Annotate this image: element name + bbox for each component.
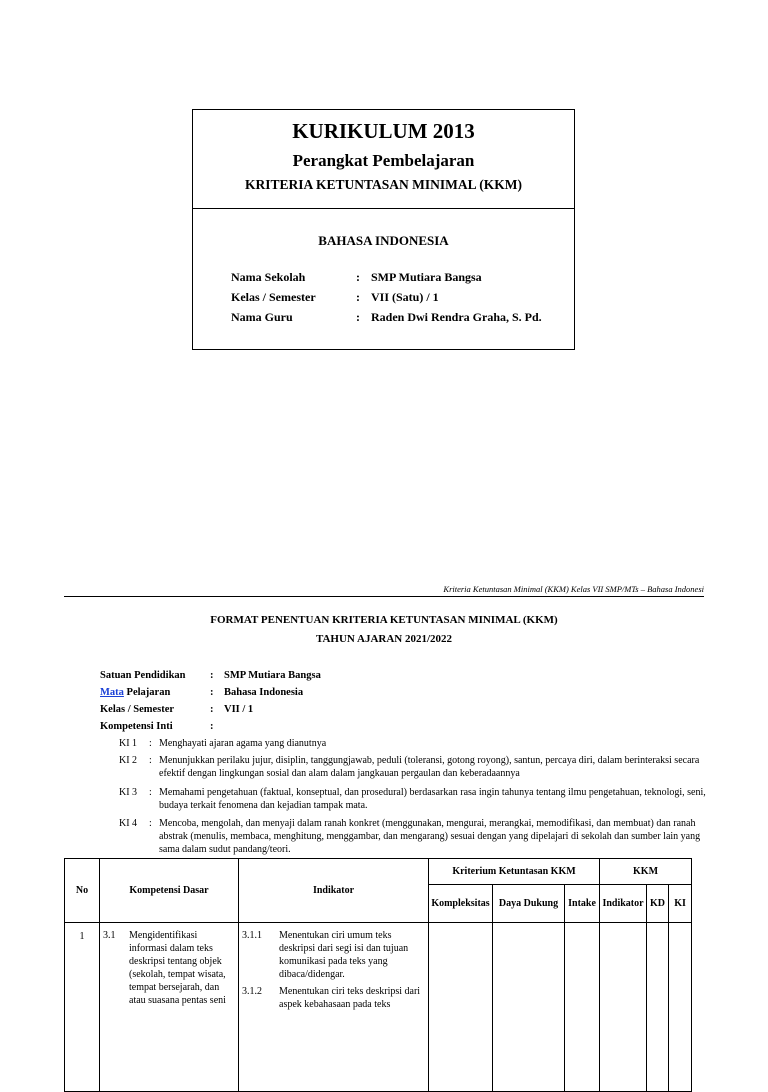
cover-info (231, 267, 574, 327)
header-intake: Intake (565, 885, 600, 923)
mata-link[interactable]: Mata (100, 687, 124, 698)
header-kd: Kompetensi Dasar (100, 859, 239, 923)
header-no: No (65, 859, 100, 923)
ki-sep: : (149, 787, 152, 798)
header-indikator: Indikator (239, 859, 429, 923)
ki-code: KI 4 (119, 818, 138, 829)
cover-info-sep: : (356, 270, 360, 284)
cover-box (192, 109, 575, 350)
header-daya-dukung: Daya Dukung (493, 885, 565, 923)
table-row (65, 923, 692, 1092)
cover-info-sep: : (356, 290, 360, 304)
identity-label: Kompetensi Inti (100, 721, 173, 732)
ki-item (119, 754, 709, 780)
identity-value: SMP Mutiara Bangsa (224, 670, 321, 681)
cell-kkm-indikator (600, 923, 647, 1092)
ki-item (119, 817, 709, 856)
identity-sep: : (210, 670, 214, 681)
identity-label (100, 684, 210, 701)
indicator-item (242, 985, 425, 1011)
ki-item (119, 786, 709, 812)
cover-info-value: VII (Satu) / 1 (371, 290, 439, 304)
table-header-row (65, 859, 692, 885)
kd-text: Mengidentifikasi informasi dalam teks deskripsi tentang objek (sekolah, tempat wisata, tempat bersejarah, dan atau suasana pentas seni (129, 930, 226, 1006)
identity-block (100, 667, 321, 735)
cover-info-label: Kelas / Semester (231, 290, 316, 304)
identity-label-rest: Pelajaran (123, 687, 171, 698)
ki-text: Menunjukkan perilaku jujur, disiplin, tanggungjawab, peduli (toleransi, gotong royong), santun, percaya diri, dalam berinteraksi secara efektif dengan lingkungan sosial dan alam dalam jangkauan pergaulan dan keberadaannya (159, 755, 700, 779)
identity-label: Satuan Pendidikan (100, 670, 186, 681)
ki-text: Menghayati ajaran agama yang dianutnya (159, 738, 327, 749)
cover-subtitle: Perangkat Pembelajaran (292, 151, 475, 170)
cover-info-label: Nama Guru (231, 310, 293, 324)
cover-info-teacher (231, 307, 574, 327)
header-kkm-indikator: Indikator (600, 885, 647, 923)
header-kkm-ki: KI (669, 885, 692, 923)
ki-sep: : (149, 738, 152, 749)
kd-number: 3.1 (103, 930, 116, 941)
cover-info-value: SMP Mutiara Bangsa (371, 270, 482, 284)
kd-item (103, 929, 235, 1007)
doc-year: TAHUN AJARAN 2021/2022 (315, 633, 453, 645)
cover-header (193, 110, 574, 209)
header-kkm: KKM (600, 859, 692, 885)
identity-mapel (100, 684, 321, 701)
ki-code: KI 1 (119, 738, 138, 749)
cell-intake (565, 923, 600, 1092)
header-kkm-kd: KD (647, 885, 669, 923)
cell-kompleksitas (429, 923, 493, 1092)
row-kd (100, 923, 239, 1092)
cover-info-sep: : (356, 310, 360, 324)
cover-info-label: Nama Sekolah (231, 270, 306, 284)
identity-value: VII / 1 (224, 704, 254, 715)
doc-title: FORMAT PENENTUAN KRITERIA KETUNTASAN MINIMAL (KKM) (210, 614, 558, 626)
ki-code: KI 2 (119, 755, 138, 766)
cell-kkm-kd (647, 923, 669, 1092)
identity-sep: : (210, 687, 214, 698)
indicator-item (242, 929, 425, 981)
identity-sep: : (210, 721, 214, 732)
cell-kkm-ki (669, 923, 692, 1092)
ki-sep: : (149, 755, 152, 766)
identity-satuan (100, 667, 321, 684)
indicator-number: 3.1.2 (242, 986, 262, 997)
cell-daya-dukung (493, 923, 565, 1092)
indicator-text: Menentukan ciri umum teks deskripsi dari segi isi dan tujuan komunikasi pada teks yang dibaca/didengar. (279, 930, 409, 980)
header-rule (64, 596, 704, 597)
cover-info-value: Raden Dwi Rendra Graha, S. Pd. (371, 310, 542, 324)
identity-label: Kelas / Semester (100, 704, 175, 715)
cover-info-school (231, 267, 574, 287)
ki-item (119, 737, 709, 750)
row-indikator (239, 923, 429, 1092)
identity-sep: : (210, 704, 214, 715)
indicator-text: Menentukan ciri teks deskripsi dari aspek kebahasaan pada teks (279, 986, 421, 1010)
cover-title: KURIKULUM 2013 (292, 119, 475, 143)
ki-sep: : (149, 818, 152, 829)
cover-info-class (231, 287, 574, 307)
identity-kelas (100, 701, 321, 718)
cover-subject: BAHASA INDONESIA (318, 233, 449, 248)
identity-ki (100, 718, 321, 735)
header-kompleksitas: Kompleksitas (429, 885, 493, 923)
indicator-number: 3.1.1 (242, 930, 262, 941)
row-no: 1 (65, 923, 100, 1092)
running-header: Kriteria Ketuntasan Minimal (KKM) Kelas VII SMP/MTs – Bahasa Indonesi (443, 584, 704, 594)
kkm-table (64, 858, 692, 1092)
identity-value: Bahasa Indonesia (224, 687, 304, 698)
cover-subtitle-kkm: KRITERIA KETUNTASAN MINIMAL (KKM) (245, 177, 522, 192)
header-kriterium: Kriterium Ketuntasan KKM (429, 859, 600, 885)
ki-text: Memahami pengetahuan (faktual, konseptual, dan prosedural) berdasarkan rasa ingin tahunya tentang ilmu pengetahuan, teknologi, seni, budaya terkait fenomena dan kejadian tampak mata. (159, 787, 706, 811)
ki-code: KI 3 (119, 787, 138, 798)
ki-text: Mencoba, mengolah, dan menyaji dalam ranah konkret (menggunakan, mengurai, merangkai, memodifikasi, dan membuat) dan ranah abstrak (menulis, membaca, menghitung, menggambar, dan mengarang) sesuai dengan yang dipelajari di sekolah dan sumber lain yang sama dalam sudut pandang/teori. (159, 818, 701, 855)
